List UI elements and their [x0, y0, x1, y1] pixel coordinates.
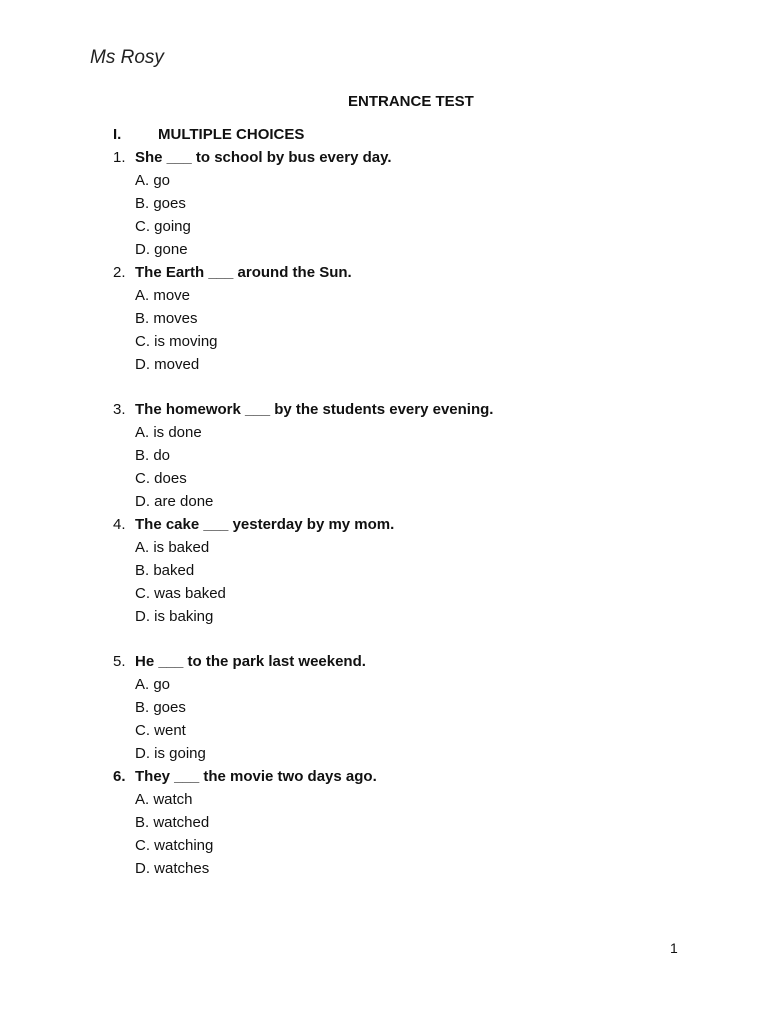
- section-label: MULTIPLE CHOICES: [158, 126, 305, 143]
- question-item: [113, 261, 713, 376]
- question-stem: [113, 765, 713, 788]
- section-number: I.: [113, 126, 122, 143]
- question-number: 5.: [113, 653, 126, 670]
- answer-options: [113, 673, 713, 765]
- question-stem: [113, 650, 713, 673]
- answer-option: C. was baked: [135, 585, 226, 602]
- answer-option: A. go: [135, 676, 171, 693]
- answer-option: B. goes: [135, 699, 186, 716]
- question-item: [113, 513, 713, 628]
- answer-option: C. is moving: [135, 333, 218, 350]
- question-stem: [113, 513, 713, 536]
- question-item: [113, 765, 713, 880]
- page-number: 1: [670, 940, 678, 956]
- answer-option: C. went: [135, 722, 186, 739]
- answer-option: A. move: [135, 287, 191, 304]
- question-list: [113, 146, 713, 880]
- question-number: 3.: [113, 401, 126, 418]
- question-number: 4.: [113, 516, 126, 533]
- answer-options: [113, 536, 713, 628]
- question-text: She ___ to school by bus every day.: [135, 149, 392, 166]
- answer-options: [113, 788, 713, 880]
- question-text: They ___ the movie two days ago.: [135, 768, 377, 785]
- answer-option: D. gone: [135, 241, 188, 258]
- answer-option: D. moved: [135, 356, 200, 373]
- question-item: [113, 398, 713, 513]
- answer-option: B. do: [135, 447, 171, 464]
- question-item: [113, 146, 713, 261]
- question-item: [113, 650, 713, 765]
- answer-options: [113, 284, 713, 376]
- question-text: He ___ to the park last weekend.: [135, 653, 366, 670]
- question-stem: [113, 398, 713, 421]
- answer-option: D. are done: [135, 493, 214, 510]
- answer-option: C. watching: [135, 837, 214, 854]
- document-title: ENTRANCE TEST: [348, 93, 474, 110]
- answer-option: C. does: [135, 470, 187, 487]
- question-number: 2.: [113, 264, 126, 281]
- question-number: 1.: [113, 149, 126, 166]
- question-text: The cake ___ yesterday by my mom.: [135, 516, 395, 533]
- answer-options: [113, 169, 713, 261]
- question-stem: [113, 146, 713, 169]
- answer-option: B. goes: [135, 195, 186, 212]
- question-number: 6.: [113, 768, 126, 785]
- answer-option: C. going: [135, 218, 191, 235]
- answer-option: D. is baking: [135, 608, 214, 625]
- header-author: Ms Rosy: [90, 47, 164, 68]
- answer-option: B. moves: [135, 310, 198, 327]
- answer-options: [113, 421, 713, 513]
- answer-option: A. is baked: [135, 539, 210, 556]
- section-heading: [113, 126, 304, 143]
- answer-option: B. baked: [135, 562, 195, 579]
- question-text: The homework ___ by the students every evening.: [135, 401, 494, 418]
- answer-option: A. watch: [135, 791, 193, 808]
- answer-option: A. is done: [135, 424, 202, 441]
- answer-option: D. watches: [135, 860, 210, 877]
- answer-option: D. is going: [135, 745, 206, 762]
- answer-option: A. go: [135, 172, 171, 189]
- answer-option: B. watched: [135, 814, 210, 831]
- question-stem: [113, 261, 713, 284]
- question-text: The Earth ___ around the Sun.: [135, 264, 352, 281]
